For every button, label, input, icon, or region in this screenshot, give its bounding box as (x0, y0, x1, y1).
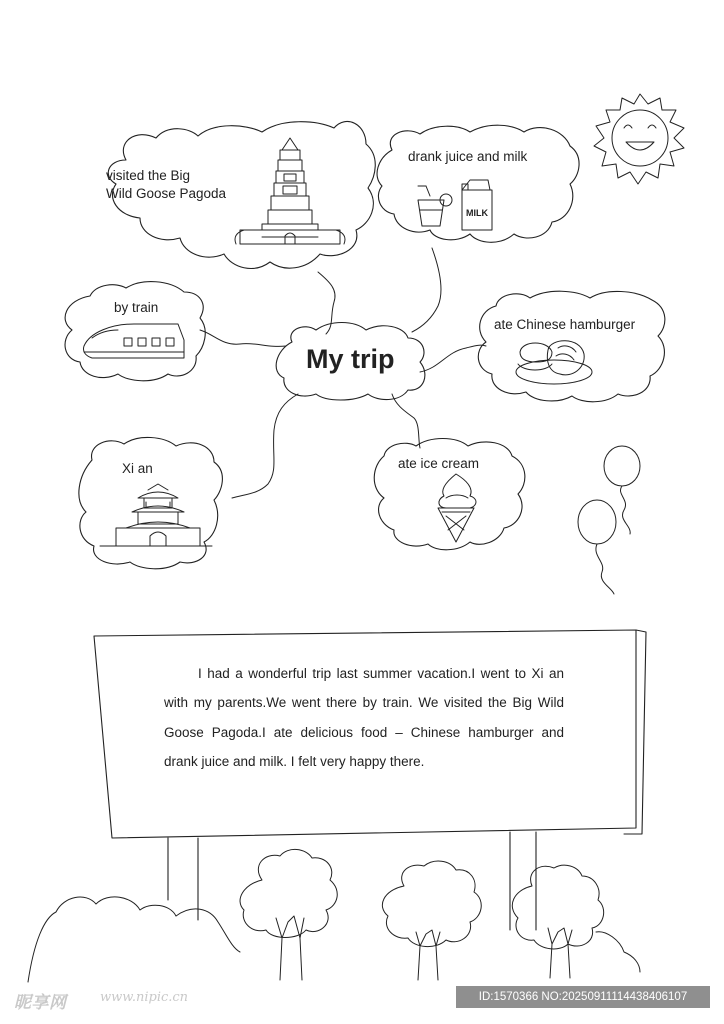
train-cloud (65, 282, 205, 381)
watermark-id: ID:1570366 NO:20250911114438406107 (456, 986, 710, 1008)
pagoda-label-line1: visited the Big (106, 168, 191, 183)
bell-tower-icon (100, 484, 212, 546)
hamburger-cloud (478, 291, 665, 402)
watermark-logo: 昵享网 (14, 993, 67, 1013)
hamburger-label: ate Chinese hamburger (494, 317, 636, 332)
balloons-icon (578, 446, 640, 594)
xian-label: Xi an (122, 461, 153, 476)
watermark-url: www.nipic.cn (100, 990, 189, 1005)
icecream-label: ate ice cream (398, 456, 480, 471)
hamburger-icon (516, 341, 592, 384)
milk-carton-text: MILK (466, 208, 488, 218)
sun-icon (594, 94, 684, 184)
story-paragraph (164, 659, 564, 776)
train-label: by train (114, 300, 159, 315)
drinks-label: drank juice and milk (408, 149, 528, 164)
xian-cloud (79, 437, 223, 568)
trees-ground (28, 849, 640, 982)
drinks-cloud (377, 125, 579, 242)
train-icon (83, 324, 184, 358)
pagoda-label-line2: Wild Goose Pagoda (106, 186, 227, 201)
mindmap-title: My trip (306, 344, 395, 374)
pagoda-icon (235, 138, 345, 244)
ice-cream-icon (438, 474, 476, 542)
juice-milk-icon (418, 180, 492, 230)
story-text: I had a wonderful trip last summer vacation.I went to Xi an with my parents.We went there by train. We visited the Big Wild Goose Pagoda.I ate delicious food – Chinese hamburger and drank juice and milk. I felt very happy there. (164, 666, 564, 769)
pagoda-label (106, 167, 226, 203)
